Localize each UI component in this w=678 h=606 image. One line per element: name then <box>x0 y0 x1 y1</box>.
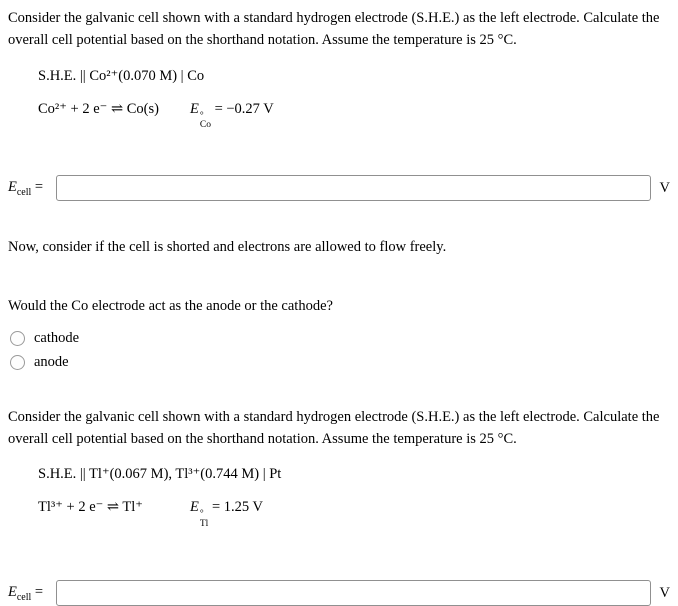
degree-mark: ° <box>199 110 204 121</box>
standard-potential-subscript: Tl <box>199 519 209 530</box>
problem-2-intro: Consider the galvanic cell shown with a standard hydrogen electrode (S.H.E.) as the left electrode. Calculate the overall cell potential based on the shorthand notation. Assume the temperature is 25 °C. <box>8 408 660 447</box>
problem-1-standard-potential <box>190 101 274 132</box>
standard-potential-value: = −0.27 V <box>214 100 274 117</box>
problem-1-half-reaction: Co²⁺ + 2 e⁻ ⇌ Co(s) <box>38 100 159 117</box>
problem-2-answer-row <box>8 580 670 606</box>
standard-potential-subscript: Co <box>199 120 211 131</box>
anode-cathode-question <box>8 298 670 371</box>
standard-potential-scripts <box>200 510 208 530</box>
radio-option-anode[interactable] <box>10 354 670 371</box>
problem-2-standard-potential <box>190 499 263 530</box>
question-prompt: Would the Co electrode act as the anode or the cathode? <box>8 298 333 315</box>
problem-2-unit-label: V <box>659 584 670 601</box>
radio-group <box>8 330 670 371</box>
radio-button-icon[interactable] <box>10 331 25 346</box>
ecell-symbol: E <box>8 178 17 195</box>
standard-potential-symbol: E <box>190 499 199 516</box>
standard-potential-scripts <box>200 112 211 132</box>
equals-sign: = <box>34 178 44 195</box>
problem-2 <box>8 407 670 606</box>
problem-2-ecell-input[interactable] <box>56 580 651 606</box>
problem-1-intro: Consider the galvanic cell shown with a standard hydrogen electrode (S.H.E.) as the left electrode. Calculate the overall cell potential based on the shorthand notation. Assume the temperature is 25 °C. <box>8 10 660 48</box>
problem-1-half-reaction-row <box>38 101 670 132</box>
radio-option-label: anode <box>34 353 69 370</box>
problem-1-ecell-input[interactable] <box>56 175 651 201</box>
problem-2-ecell-label <box>8 584 56 603</box>
standard-potential-symbol: E <box>190 100 199 117</box>
problem-1-unit-label: V <box>659 179 670 196</box>
problem-1-ecell-label <box>8 179 56 198</box>
problem-1-cell-notation: S.H.E. || Co²⁺(0.070 M) | Co <box>38 67 205 84</box>
problem-1-answer-row <box>8 175 670 201</box>
equals-sign: = <box>34 583 44 600</box>
problem-2-cell-notation: S.H.E. || Tl⁺(0.067 M), Tl³⁺(0.744 M) | Pt <box>38 466 282 483</box>
radio-option-label: cathode <box>34 329 80 346</box>
interlude-text: Now, consider if the cell is shorted and electrons are allowed to flow freely. <box>8 239 447 256</box>
degree-mark: ° <box>199 509 204 520</box>
ecell-symbol: E <box>8 583 17 600</box>
standard-potential-value: = 1.25 V <box>211 499 263 516</box>
ecell-subscript: cell <box>16 591 32 603</box>
problem-2-half-reaction: Tl³⁺ + 2 e⁻ ⇌ Tl⁺ <box>38 499 143 516</box>
radio-option-cathode[interactable] <box>10 330 670 347</box>
radio-button-icon[interactable] <box>10 355 25 370</box>
problem-1 <box>8 8 670 201</box>
ecell-subscript: cell <box>16 186 32 198</box>
problem-2-half-reaction-row <box>38 499 670 530</box>
